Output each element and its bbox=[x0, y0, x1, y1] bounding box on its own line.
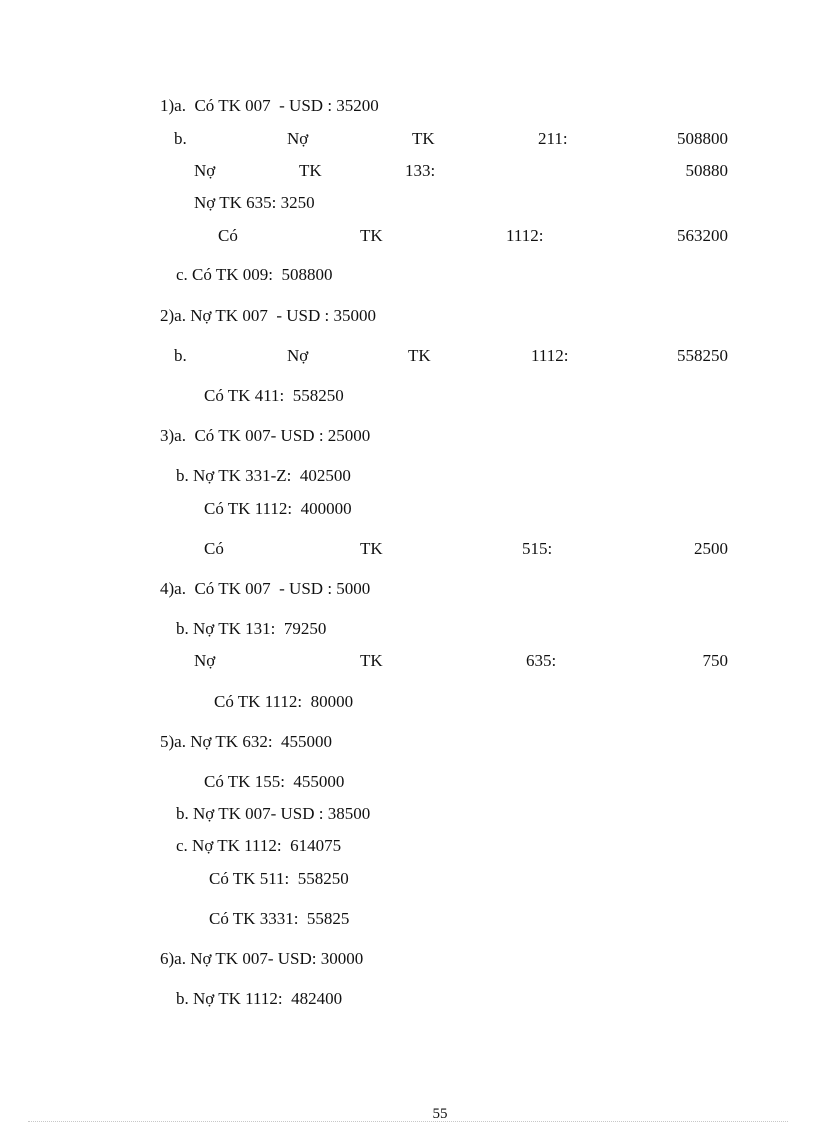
entry-1b-line3: Nợ TK 635: 3250 bbox=[194, 193, 315, 212]
entry-3a: 3)a. Có TK 007- USD : 25000 bbox=[160, 426, 371, 445]
entry-2b-tk: TK bbox=[408, 346, 431, 365]
entry-2b-account: 1112: bbox=[531, 346, 569, 365]
entry-1b4-side: Có bbox=[218, 226, 238, 245]
entry-5c-credit: Có TK 511: 558250 bbox=[209, 869, 349, 888]
entry-5c-credit2: Có TK 3331: 55825 bbox=[209, 909, 350, 928]
entry-4b-credit: Có TK 1112: 80000 bbox=[214, 692, 354, 711]
entry-3b-credit: Có TK 1112: 400000 bbox=[204, 499, 352, 518]
footer-divider bbox=[28, 1121, 788, 1122]
entry-4b2-account: 635: bbox=[526, 651, 557, 670]
entry-3b: b. Nợ TK 331-Z: 402500 bbox=[176, 466, 351, 485]
page-number: 55 bbox=[432, 1106, 448, 1122]
entry-5a-credit: Có TK 155: 455000 bbox=[204, 772, 345, 791]
entry-1b2-tk: TK bbox=[299, 161, 322, 180]
entry-3b2-account: 515: bbox=[522, 539, 553, 558]
entry-6a: 6)a. Nợ TK 007- USD: 30000 bbox=[160, 949, 364, 968]
entry-4b: b. Nợ TK 131: 79250 bbox=[176, 619, 327, 638]
entry-1b4-amount: 563200 bbox=[677, 226, 728, 245]
entry-1b4-tk: TK bbox=[360, 226, 383, 245]
entry-1b-amount: 508800 bbox=[677, 129, 728, 148]
entry-4b2-side: Nợ bbox=[194, 651, 216, 670]
entry-4b2-tk: TK bbox=[360, 651, 383, 670]
entry-1c: c. Có TK 009: 508800 bbox=[176, 265, 333, 284]
entry-6b: b. Nợ TK 1112: 482400 bbox=[176, 989, 343, 1008]
entry-2b-credit: Có TK 411: 558250 bbox=[204, 386, 344, 405]
entry-2b-side: Nợ bbox=[287, 346, 309, 365]
entry-3b2-side: Có bbox=[204, 539, 224, 558]
entry-1b2-amount: 50880 bbox=[685, 161, 728, 180]
entry-1a: 1)a. Có TK 007 - USD : 35200 bbox=[160, 96, 379, 115]
entry-3b2-amount: 2500 bbox=[694, 539, 728, 558]
entry-4a: 4)a. Có TK 007 - USD : 5000 bbox=[160, 579, 371, 598]
entry-1b-side: Nợ bbox=[287, 129, 309, 148]
entry-5b: b. Nợ TK 007- USD : 38500 bbox=[176, 804, 371, 823]
entry-1b2-account: 133: bbox=[405, 161, 436, 180]
entry-1b4-account: 1112: bbox=[506, 226, 544, 245]
entry-2a: 2)a. Nợ TK 007 - USD : 35000 bbox=[160, 306, 376, 325]
entry-1b-tk: TK bbox=[412, 129, 435, 148]
entry-5a: 5)a. Nợ TK 632: 455000 bbox=[160, 732, 333, 751]
entry-1b-label: b. bbox=[174, 129, 187, 148]
entry-2b-amount: 558250 bbox=[677, 346, 728, 365]
entry-3b2-tk: TK bbox=[360, 539, 383, 558]
entry-1b-account: 211: bbox=[538, 129, 568, 148]
entry-4b2-amount: 750 bbox=[702, 651, 728, 670]
entry-5c: c. Nợ TK 1112: 614075 bbox=[176, 836, 342, 855]
entry-2b-label: b. bbox=[174, 346, 187, 365]
entry-1b2-side: Nợ bbox=[194, 161, 216, 180]
